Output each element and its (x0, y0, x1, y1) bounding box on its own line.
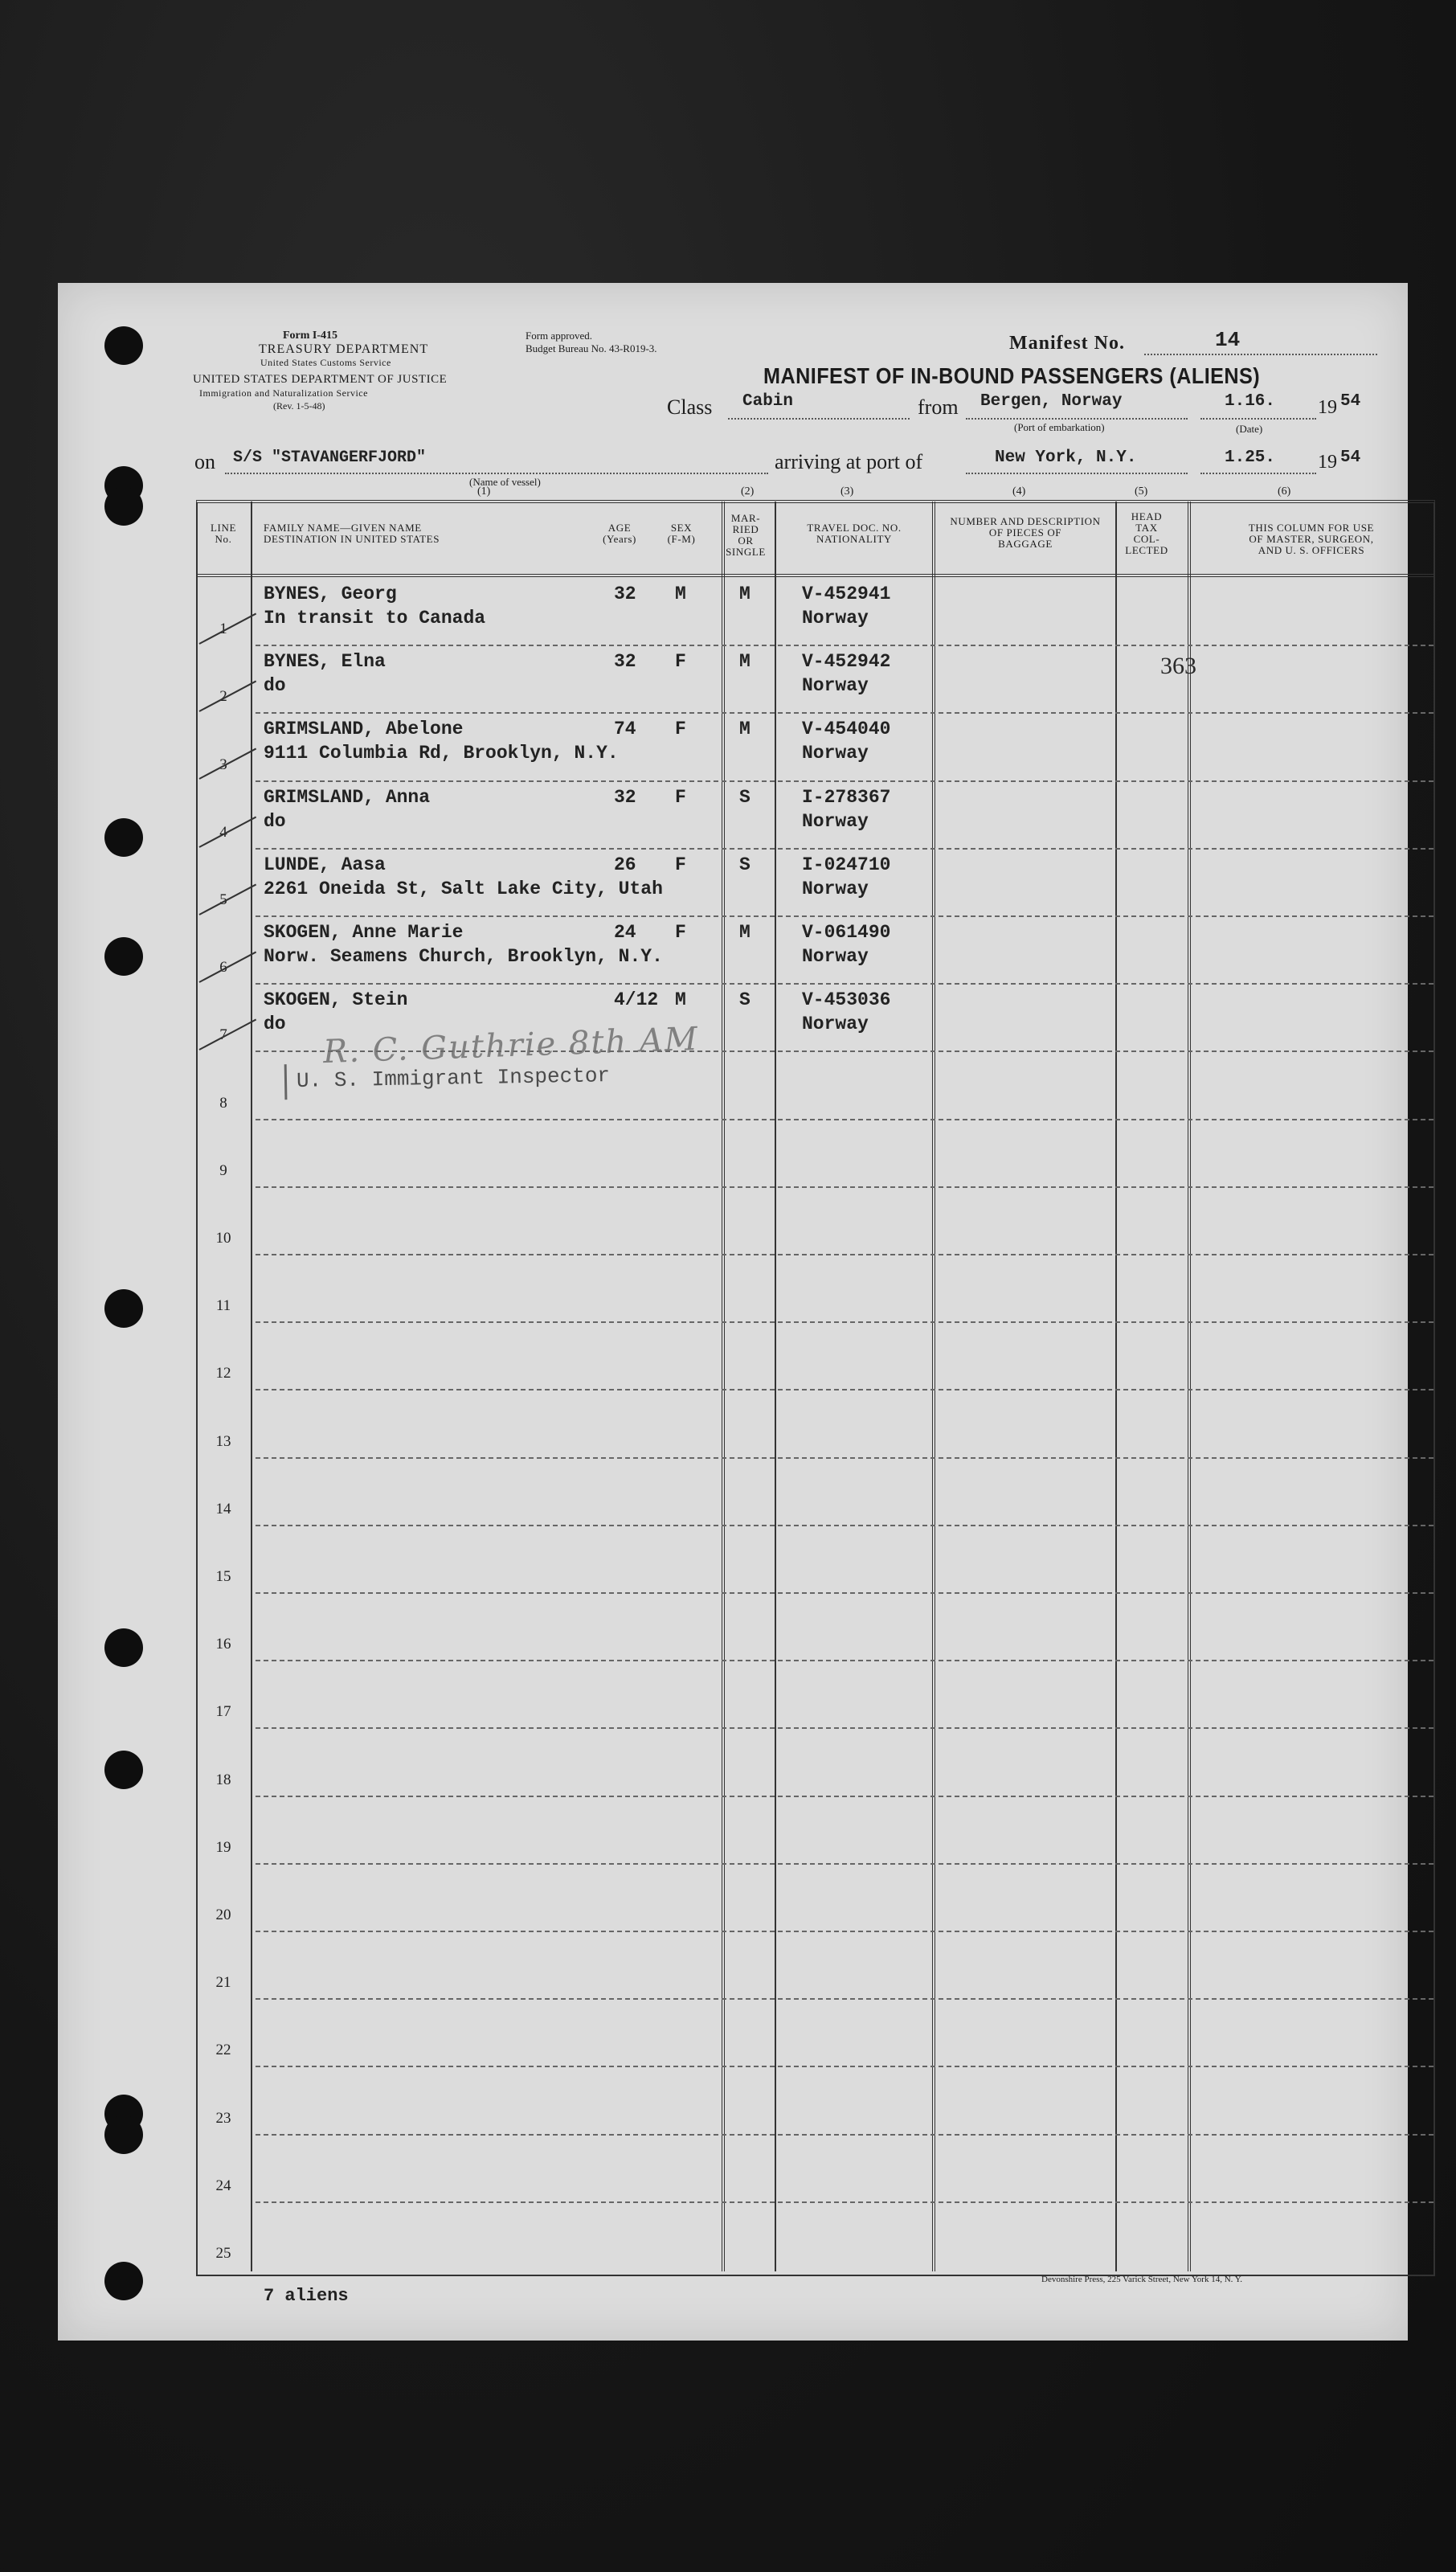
hdr-married: MAR- RIED OR SINGLE (726, 512, 766, 558)
col-divider (722, 502, 725, 2271)
passenger-sex: F (675, 719, 686, 740)
class-label: Class (667, 395, 713, 419)
line-number: 14 (215, 1500, 231, 1517)
table-frame (196, 500, 1435, 2276)
binder-hole (104, 487, 143, 526)
line-number: 12 (215, 1365, 231, 1382)
row-rule (256, 915, 1434, 917)
passenger-married: M (739, 584, 750, 604)
col-divider (1188, 502, 1191, 2271)
passenger-nationality: Norway (802, 946, 869, 967)
manifest-number: 14 (1215, 328, 1241, 352)
passenger-age: 24 (614, 922, 636, 943)
manifest-label: Manifest No. (1009, 333, 1125, 354)
col-divider (1115, 502, 1117, 2271)
line-number: 25 (215, 2245, 231, 2262)
passenger-name: SKOGEN, Stein (264, 989, 408, 1011)
colnum-5: (5) (1135, 485, 1148, 498)
hdr-age: AGE (Years) (603, 522, 636, 545)
row-rule (256, 1660, 1434, 1661)
passenger-destination: 2261 Oneida St, Salt Lake City, Utah (264, 878, 663, 899)
passenger-name: LUNDE, Aasa (264, 854, 386, 875)
row-rule (256, 1863, 1434, 1865)
alien-count: 7 aliens (264, 2286, 349, 2306)
passenger-sex: M (675, 584, 686, 604)
manifest-page (58, 283, 1408, 2341)
passenger-nationality: Norway (802, 608, 869, 629)
embark-date: 1.16. (1225, 392, 1276, 411)
passenger-doc-number: V-453036 (802, 989, 891, 1011)
binder-hole (104, 1751, 143, 1789)
on-label: on (194, 450, 215, 473)
line-number: 7 (219, 1026, 227, 1044)
hdr-sex: SEX (F-M) (667, 522, 696, 545)
row-rule (256, 1592, 1434, 1594)
line-number: 2 (219, 688, 227, 706)
row-rule (256, 1321, 1434, 1323)
date-caption: (Date) (1236, 423, 1263, 435)
hdr-name: FAMILY NAME—GIVEN NAME DESTINATION IN UNITED STATES (264, 522, 440, 545)
row-rule (256, 1254, 1434, 1255)
passenger-married: M (739, 922, 750, 943)
header-bottom-rule (196, 574, 1434, 577)
row-rule (256, 645, 1434, 646)
treasury-dept: TREASURY DEPARTMENT (259, 342, 429, 356)
passenger-nationality: Norway (802, 878, 869, 899)
line-number: 13 (215, 1432, 231, 1450)
line-number: 15 (215, 1568, 231, 1585)
colnum-2: (2) (741, 485, 755, 498)
arrival-port: New York, N.Y. (995, 448, 1137, 467)
col-divider (251, 502, 252, 2271)
hdr-head-tax: HEAD TAX COL- LECTED (1125, 510, 1168, 556)
passenger-destination: do (264, 810, 286, 832)
passenger-destination: Norw. Seamens Church, Brooklyn, N.Y. (264, 946, 663, 967)
passenger-name: GRIMSLAND, Abelone (264, 719, 464, 740)
passenger-destination: 9111 Columbia Rd, Brooklyn, N.Y. (264, 743, 619, 764)
page-title: MANIFEST OF IN-BOUND PASSENGERS (ALIENS) (763, 363, 1261, 388)
line-number: 21 (215, 1974, 231, 1992)
passenger-doc-number: V-452942 (802, 651, 891, 673)
passenger-nationality: Norway (802, 743, 869, 764)
passenger-name: BYNES, Elna (264, 651, 386, 673)
line-number: 24 (215, 2177, 231, 2194)
passenger-doc-number: V-061490 (802, 922, 891, 943)
passenger-age: 32 (614, 584, 636, 604)
row-rule (256, 1119, 1434, 1120)
row-rule (256, 2066, 1434, 2067)
row-rule (256, 1998, 1434, 2000)
passenger-nationality: Norway (802, 1014, 869, 1035)
passenger-age: 74 (614, 719, 636, 740)
arrival-port-fill (966, 473, 1188, 474)
colnum-4: (4) (1012, 485, 1026, 498)
customs-service: United States Customs Service (260, 357, 391, 368)
colnum-1: (1) (477, 485, 491, 498)
class-value: Cabin (742, 392, 794, 411)
year-suffix: 54 (1340, 392, 1361, 411)
hdr-officers: THIS COLUMN FOR USE OF MASTER, SURGEON, AND U. S. OFFICERS (1248, 522, 1375, 556)
line-number: 20 (215, 1906, 231, 1923)
passenger-sex: F (675, 651, 686, 673)
binder-hole (104, 2115, 143, 2154)
line-number: 22 (215, 2042, 231, 2059)
stamp-text: U. S. Immigrant Inspector (296, 1063, 611, 1093)
passenger-age: 32 (614, 786, 636, 808)
line-number: 1 (219, 620, 227, 638)
passenger-doc-number: V-452941 (802, 584, 891, 604)
passenger-doc-number: V-454040 (802, 719, 891, 740)
binder-hole (104, 2262, 143, 2300)
ins: Immigration and Naturalization Service (199, 387, 368, 399)
doj: UNITED STATES DEPARTMENT OF JUSTICE (193, 373, 448, 386)
passenger-sex: M (675, 989, 686, 1011)
passenger-doc-number: I-024710 (802, 854, 891, 875)
arrival-year-suffix: 54 (1340, 448, 1361, 467)
annotation-363: 363 (1160, 653, 1196, 679)
line-number: 5 (219, 891, 227, 908)
port-caption: (Port of embarkation) (1014, 421, 1105, 433)
hdr-baggage: NUMBER AND DESCRIPTION OF PIECES OF BAGGAGE (950, 515, 1101, 550)
passenger-nationality: Norway (802, 810, 869, 832)
vessel-name: S/S "STAVANGERFJORD" (233, 448, 427, 467)
passenger-destination: do (264, 1014, 286, 1035)
binder-hole (104, 326, 143, 365)
form-number: Form I-415 (283, 330, 338, 342)
row-rule (256, 1931, 1434, 1932)
row-rule (256, 780, 1434, 782)
row-rule (256, 1389, 1434, 1390)
line-number: 9 (219, 1161, 227, 1179)
passenger-married: M (739, 651, 750, 673)
hdr-travel-doc: TRAVEL DOC. NO. NATIONALITY (807, 522, 902, 545)
date-fill (1200, 418, 1316, 420)
vessel-fill (225, 473, 768, 474)
passenger-destination: In transit to Canada (264, 608, 486, 629)
passenger-married: S (739, 786, 750, 808)
port-fill (966, 418, 1188, 420)
row-rule (256, 712, 1434, 714)
line-number: 3 (219, 756, 227, 773)
printer-imprint: Devonshire Press, 225 Varick Street, New York 14, N. Y. (1041, 2275, 1243, 2284)
line-number: 19 (215, 1838, 231, 1856)
arriving-label: arriving at port of (775, 450, 923, 473)
row-rule (256, 1186, 1434, 1188)
col-divider (932, 502, 935, 2271)
binder-hole (104, 818, 143, 857)
passenger-sex: F (675, 786, 686, 808)
passenger-married: S (739, 989, 750, 1011)
row-rule (256, 1796, 1434, 1797)
passenger-name: BYNES, Georg (264, 584, 397, 604)
line-number: 17 (215, 1703, 231, 1721)
passenger-age: 4/12 (614, 989, 659, 1011)
signature: R. C. Guthrie 8th AM (322, 1020, 700, 1071)
passenger-married: M (739, 719, 750, 740)
manifest-line (1144, 354, 1377, 355)
binder-hole (104, 1289, 143, 1328)
binder-hole (104, 1628, 143, 1667)
row-rule (256, 1727, 1434, 1729)
line-number: 16 (215, 1636, 231, 1653)
passenger-name: SKOGEN, Anne Marie (264, 922, 464, 943)
row-rule (256, 983, 1434, 985)
passenger-age: 32 (614, 651, 636, 673)
inspector-stamp (284, 1058, 673, 1100)
colnum-3: (3) (840, 485, 854, 498)
arrival-year-prefix: 19 (1318, 452, 1337, 473)
passenger-sex: F (675, 922, 686, 943)
line-number: 10 (215, 1230, 231, 1247)
passenger-married: S (739, 854, 750, 875)
year-prefix: 19 (1318, 397, 1337, 418)
line-number: 11 (215, 1297, 231, 1315)
line-number: 18 (215, 1771, 231, 1788)
class-fill (728, 418, 910, 420)
line-number: 6 (219, 959, 227, 977)
passenger-name: GRIMSLAND, Anna (264, 786, 431, 808)
line-number: 4 (219, 823, 227, 841)
colnum-6: (6) (1278, 485, 1291, 498)
budget-bureau: Budget Bureau No. 43-R019-3. (526, 342, 657, 354)
row-rule (256, 2134, 1434, 2136)
line-number: 8 (219, 1094, 227, 1112)
revision: (Rev. 1-5-48) (273, 400, 325, 412)
port-embarkation: Bergen, Norway (980, 392, 1123, 411)
row-rule (256, 2201, 1434, 2203)
line-number: 23 (215, 2109, 231, 2127)
passenger-destination: do (264, 675, 286, 697)
form-approved: Form approved. (526, 330, 593, 342)
row-rule (256, 1457, 1434, 1459)
passenger-age: 26 (614, 854, 636, 875)
hdr-line-no: LINE No. (211, 522, 236, 545)
vessel-caption: (Name of vessel) (469, 476, 541, 488)
passenger-doc-number: I-278367 (802, 786, 891, 808)
passenger-sex: F (675, 854, 686, 875)
passenger-nationality: Norway (802, 675, 869, 697)
row-rule (256, 1525, 1434, 1526)
row-rule (256, 848, 1434, 850)
arrival-date: 1.25. (1225, 448, 1276, 467)
binder-hole (104, 937, 143, 976)
arrival-date-fill (1200, 473, 1316, 474)
from-label: from (918, 395, 959, 419)
col-divider (775, 502, 776, 2271)
